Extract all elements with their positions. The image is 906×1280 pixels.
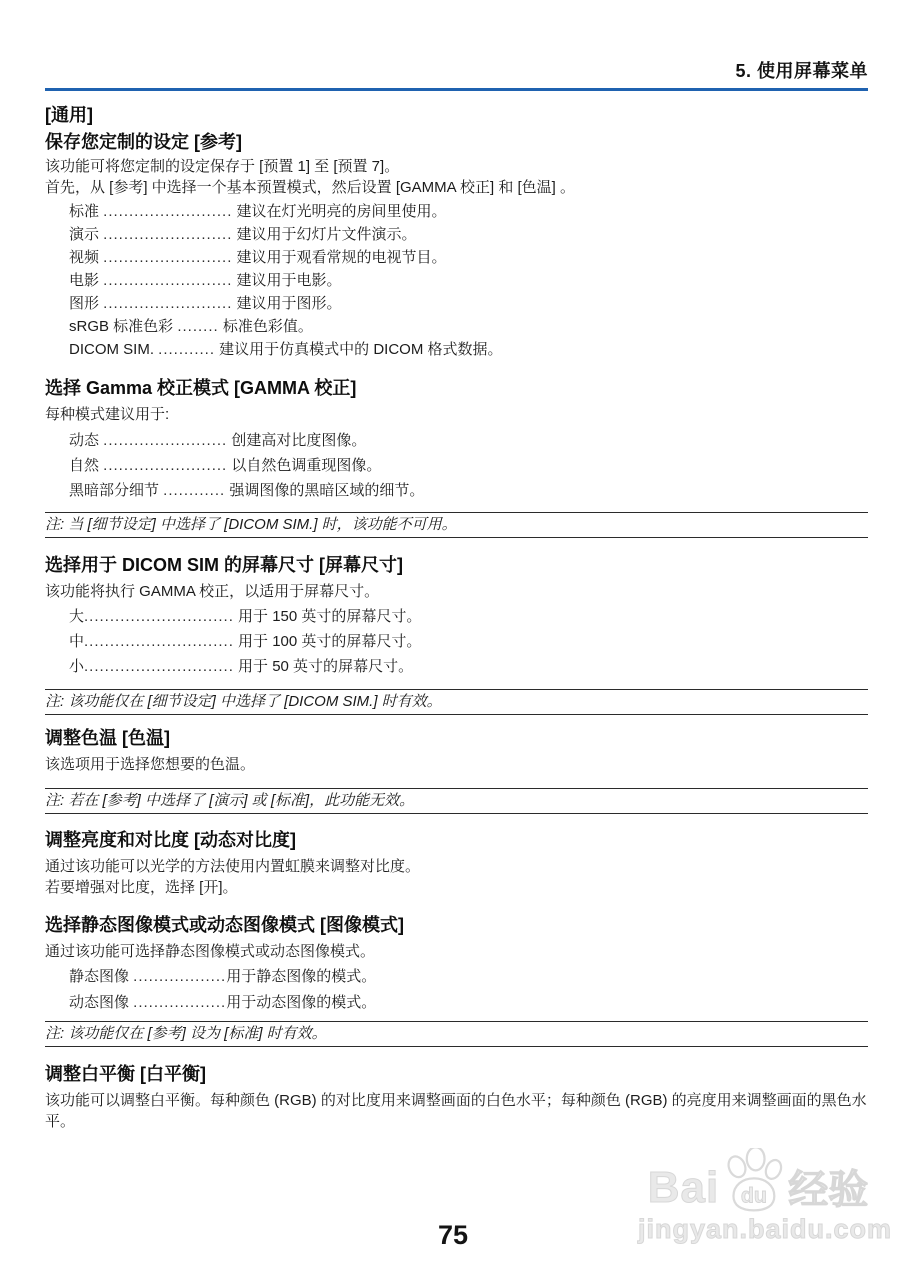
paragraph: 该选项用于选择您想要的色温。 bbox=[45, 756, 256, 773]
definition-desc: 建议用于电影。 bbox=[232, 272, 342, 289]
note bbox=[45, 788, 868, 814]
baidu-logo-du-text: du bbox=[741, 1183, 768, 1208]
definition-term: DICOM SIM. bbox=[69, 341, 159, 358]
leader-dots: ......................... bbox=[103, 249, 233, 266]
leader-dots: .................. bbox=[133, 968, 227, 985]
definition-row bbox=[45, 428, 868, 453]
definition-row bbox=[45, 246, 868, 269]
leader-dots: ............................. bbox=[84, 608, 234, 625]
definition-term: 黑暗部分细节 bbox=[69, 482, 164, 499]
paragraph: 每种模式建议用于: bbox=[45, 406, 170, 423]
note-text: 注: 若在 [参考] 中选择了 [演示] 或 [标准]，此功能无效。 bbox=[45, 792, 415, 809]
definition-term: 小 bbox=[69, 658, 85, 675]
baidu-logo-bai-text: Bai bbox=[647, 1163, 720, 1212]
definition-desc: 标准色彩值。 bbox=[218, 318, 313, 335]
definition-term: 大 bbox=[69, 608, 85, 625]
definition-term: 动态 bbox=[69, 432, 104, 449]
definition-desc: 建议用于幻灯片文件演示。 bbox=[232, 226, 417, 243]
section-title-image-mode: 选择静态图像模式或动态图像模式 [图像模式] bbox=[45, 915, 404, 935]
baidu-logo bbox=[638, 1148, 878, 1210]
page-number: 75 bbox=[437, 1220, 469, 1250]
note-text: 注: 当 [细节设定] 中选择了 [DICOM SIM.] 时，该功能不可用。 bbox=[45, 516, 457, 533]
section-title-dynamic-contrast: 调整亮度和对比度 [动态对比度] bbox=[45, 830, 296, 850]
definition-desc: 建议用于仿真模式中的 DICOM 格式数据。 bbox=[215, 341, 503, 358]
watermark-url: jingyan.baidu.com bbox=[638, 1214, 893, 1244]
leader-dots: ............ bbox=[163, 482, 226, 499]
section-title-gamma: 选择 Gamma 校正模式 [GAMMA 校正] bbox=[45, 378, 357, 398]
definition-row bbox=[45, 200, 868, 223]
definition-row bbox=[45, 338, 868, 361]
paragraph: 该功能可以调整白平衡。每种颜色 (RGB) 的对比度用来调整画面的白色水平；每种颜色 (RGB) 的亮度用来调整画面的黑色水平。 bbox=[45, 1092, 867, 1130]
leader-dots: ........... bbox=[158, 341, 216, 358]
group-label: [通用] bbox=[45, 105, 93, 125]
paragraph: 首先，从 [参考] 中选择一个基本预置模式，然后设置 [GAMMA 校正] 和 [色温] 。 bbox=[45, 179, 576, 196]
baidu-logo-jingyan-text: 经验 bbox=[788, 1168, 869, 1212]
chapter-header: 5. 使用屏幕菜单 bbox=[735, 61, 868, 81]
definition-term: 动态图像 bbox=[69, 994, 134, 1011]
definition-row bbox=[45, 453, 868, 478]
leader-dots: .................. bbox=[133, 994, 227, 1011]
definition-term: 静态图像 bbox=[69, 968, 134, 985]
definition-row bbox=[45, 964, 868, 990]
definition-row bbox=[45, 990, 868, 1016]
definition-desc: 建议在灯光明亮的房间里使用。 bbox=[232, 203, 447, 220]
definition-desc: 创建高对比度图像。 bbox=[227, 432, 367, 449]
paragraph: 通过该功能可选择静态图像模式或动态图像模式。 bbox=[45, 943, 376, 960]
definition-desc: 用于动态图像的模式。 bbox=[226, 994, 377, 1011]
paragraph: 该功能可将您定制的设定保存于 [预置 1] 至 [预置 7]。 bbox=[45, 158, 400, 175]
definition-desc: 以自然色调重现图像。 bbox=[227, 457, 382, 474]
paragraph: 若要增强对比度，选择 [开]。 bbox=[45, 879, 238, 896]
definition-row bbox=[45, 269, 868, 292]
note bbox=[45, 512, 868, 538]
definition-term: 图形 bbox=[69, 295, 104, 312]
section-title-white-balance: 调整白平衡 [白平衡] bbox=[45, 1064, 206, 1084]
note bbox=[45, 689, 868, 715]
definition-row bbox=[45, 629, 868, 654]
leader-dots: ......................... bbox=[103, 226, 233, 243]
definition-row bbox=[45, 478, 868, 503]
leader-dots: ............................. bbox=[84, 633, 234, 650]
definition-desc: 强调图像的黑暗区域的细节。 bbox=[225, 482, 425, 499]
definition-term: 中 bbox=[69, 633, 85, 650]
paragraph: 该功能将执行 GAMMA 校正，以适用于屏幕尺寸。 bbox=[45, 583, 380, 600]
screen-size-definition-list bbox=[45, 604, 868, 679]
paragraph: 通过该功能可以光学的方法使用内置虹膜来调整对比度。 bbox=[45, 858, 421, 875]
definition-term: 演示 bbox=[69, 226, 104, 243]
leader-dots: ........................ bbox=[103, 432, 228, 449]
definition-desc: 用于 100 英寸的屏幕尺寸。 bbox=[233, 633, 422, 650]
definition-desc: 用于静态图像的模式。 bbox=[226, 968, 377, 985]
preset-definition-list bbox=[45, 200, 868, 361]
header-rule bbox=[45, 88, 868, 91]
definition-row bbox=[45, 604, 868, 629]
definition-row bbox=[45, 654, 868, 679]
definition-term: 自然 bbox=[69, 457, 104, 474]
section-title-screen-size: 选择用于 DICOM SIM 的屏幕尺寸 [屏幕尺寸] bbox=[45, 555, 403, 575]
definition-desc: 建议用于观看常规的电视节目。 bbox=[232, 249, 447, 266]
definition-term: 标准 bbox=[69, 203, 104, 220]
note-text: 注: 该功能仅在 [参考] 设为 [标准] 时有效。 bbox=[45, 1025, 327, 1042]
definition-term: 电影 bbox=[69, 272, 104, 289]
gamma-definition-list bbox=[45, 428, 868, 503]
leader-dots: ........ bbox=[177, 318, 219, 335]
definition-row bbox=[45, 223, 868, 246]
definition-desc: 用于 50 英寸的屏幕尺寸。 bbox=[233, 658, 414, 675]
definition-row bbox=[45, 315, 868, 338]
section-title-color-temp: 调整色温 [色温] bbox=[45, 728, 170, 748]
leader-dots: ......................... bbox=[103, 272, 233, 289]
baidu-paw-icon bbox=[721, 1148, 785, 1214]
leader-dots: ......................... bbox=[103, 203, 233, 220]
definition-desc: 用于 150 英寸的屏幕尺寸。 bbox=[233, 608, 422, 625]
image-mode-definition-list bbox=[45, 964, 868, 1016]
note-text: 注: 该功能仅在 [细节设定] 中选择了 [DICOM SIM.] 时有效。 bbox=[45, 693, 442, 710]
leader-dots: ............................. bbox=[84, 658, 234, 675]
note bbox=[45, 1021, 868, 1047]
section-title-save-settings: 保存您定制的设定 [参考] bbox=[45, 132, 242, 152]
leader-dots: ........................ bbox=[103, 457, 228, 474]
definition-desc: 建议用于图形。 bbox=[232, 295, 342, 312]
leader-dots: ......................... bbox=[103, 295, 233, 312]
definition-row bbox=[45, 292, 868, 315]
definition-term: 视频 bbox=[69, 249, 104, 266]
definition-term: sRGB 标准色彩 bbox=[69, 318, 178, 335]
